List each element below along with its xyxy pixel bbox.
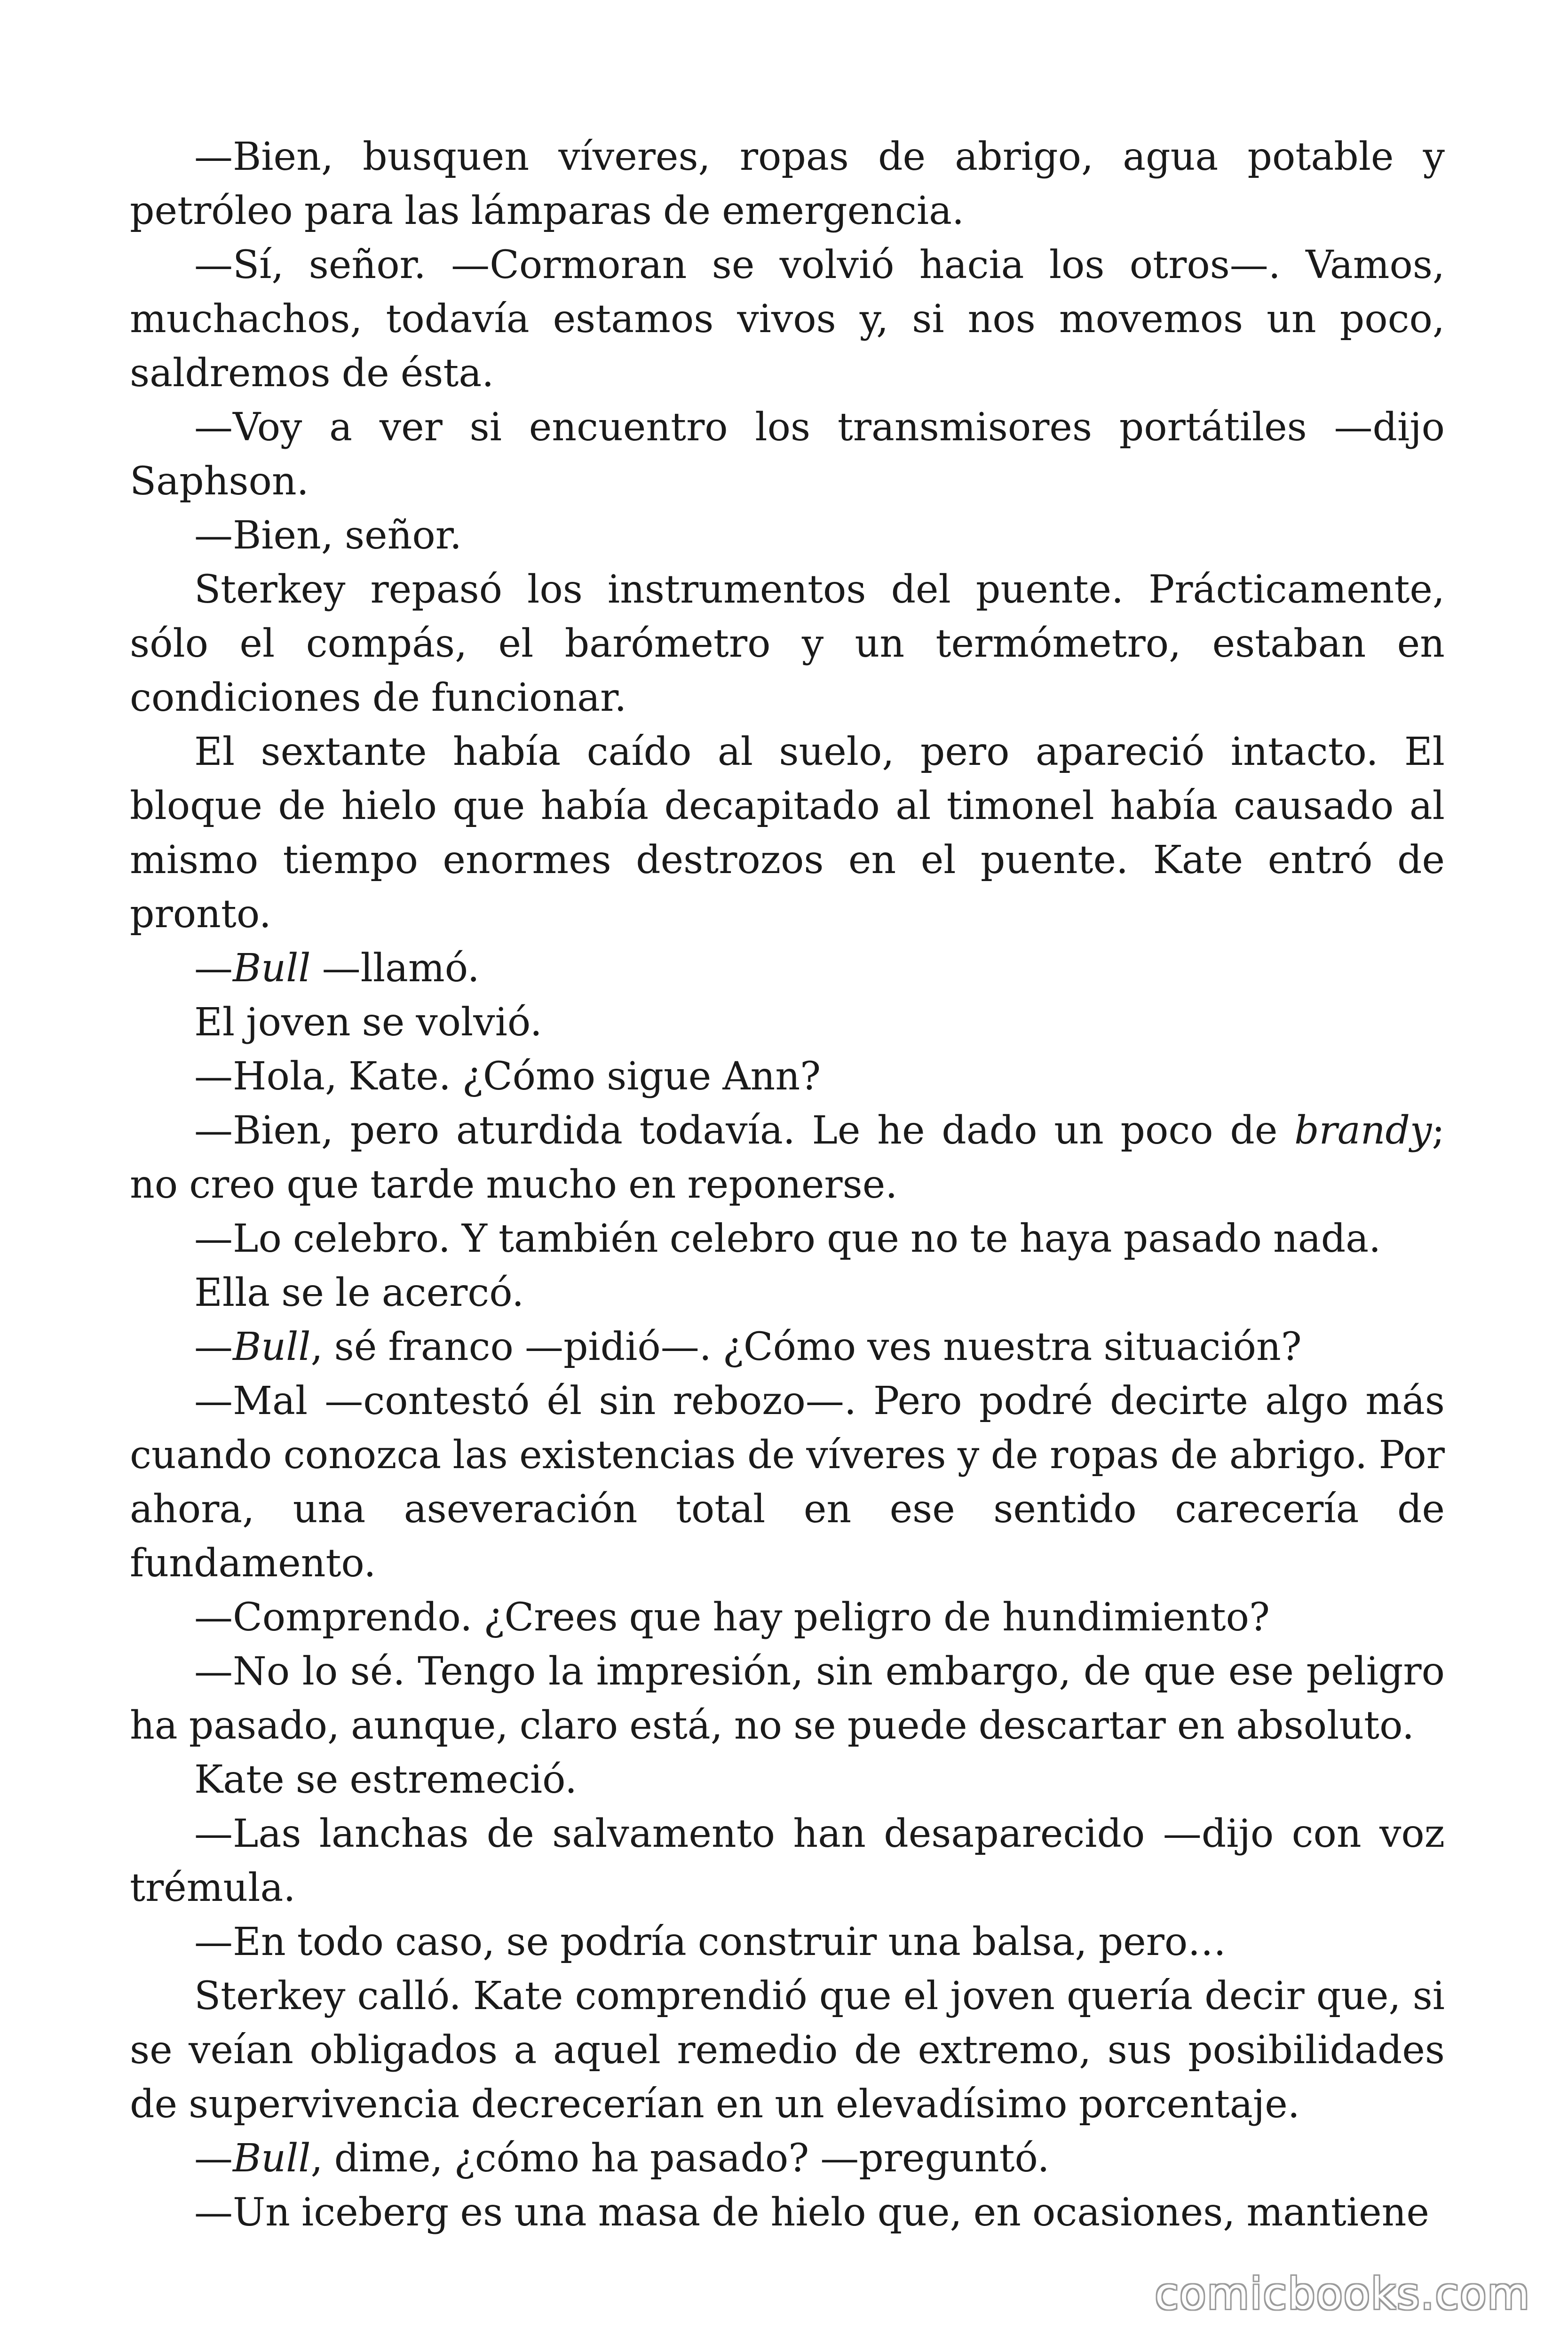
body-text (130, 130, 1445, 2235)
text-run: —Bien, busquen víveres, ropas de abrigo, agua potable y petróleo para las lámparas de emergencia. (130, 135, 1445, 233)
paragraph (130, 1374, 1445, 1590)
text-run: —Sí, señor. —Cormoran se volvió hacia los otros—. Vamos, muchachos, todavía estamos vivos y, si nos movemos un poco, saldremos de ésta. (130, 243, 1445, 396)
text-run: El sextante había caído al suelo, pero apareció intacto. El bloque de hielo que había decapitado al timonel había causado al mismo tiempo enormes destrozos en el puente. Kate entró de pronto. (130, 730, 1445, 937)
paragraph (130, 238, 1445, 400)
text-run: —Bien, señor. (194, 513, 462, 558)
italic-text: Bull (233, 946, 311, 991)
text-run: —Comprendo. ¿Crees que hay peligro de hundimiento? (194, 1595, 1270, 1640)
text-run: Kate se estremeció. (194, 1757, 578, 1802)
paragraph (130, 1753, 1445, 1807)
text-run: ; no creo que tarde mucho en reponerse. (130, 1108, 1445, 1207)
text-run: Ella se le acercó. (194, 1271, 524, 1315)
italic-text: Bull (233, 1325, 311, 1369)
paragraph (130, 1590, 1445, 1645)
paragraph (130, 941, 1445, 995)
paragraph (130, 1969, 1445, 2131)
paragraph (130, 563, 1445, 725)
text-run: — (194, 2136, 233, 2181)
text-run: —llamó. (310, 946, 480, 991)
paragraph (130, 2185, 1445, 2240)
paragraph (130, 1049, 1445, 1104)
paragraph (130, 1320, 1445, 1374)
text-run: —Lo celebro. Y también celebro que no te haya pasado nada. (194, 1216, 1381, 1261)
watermark-logo: comicbooks.com (1155, 2269, 1530, 2319)
text-run: —Un iceberg es una masa de hielo que, en ocasiones, mantiene (194, 2190, 1429, 2235)
paragraph (130, 1915, 1445, 1969)
text-run: —Mal —contestó él sin rebozo—. Pero podré decirte algo más cuando conozca las existencias de víveres y de ropas de abrigo. Por ahora, una aseveración total en ese sentido carecería de fundamento. (130, 1379, 1445, 1586)
italic-text: brandy (1294, 1108, 1432, 1153)
paragraph (130, 2131, 1445, 2185)
text-run: — (194, 946, 233, 991)
text-run: El joven se volvió. (194, 1000, 542, 1045)
paragraph (130, 1212, 1445, 1266)
paragraph (130, 995, 1445, 1049)
text-run: —Bien, pero aturdida todavía. Le he dado un poco de (194, 1108, 1295, 1153)
text-run: — (194, 1325, 233, 1369)
paragraph (130, 130, 1445, 238)
paragraph (130, 725, 1445, 941)
text-run: —Hola, Kate. ¿Cómo sigue Ann? (194, 1054, 821, 1099)
text-run: , dime, ¿cómo ha pasado? —preguntó. (310, 2136, 1050, 2181)
paragraph (130, 400, 1445, 509)
italic-text: Bull (233, 2136, 311, 2181)
paragraph (130, 1807, 1445, 1915)
text-run: , sé franco —pidió—. ¿Cómo ves nuestra situación? (310, 1325, 1302, 1369)
text-run: —Las lanchas de salvamento han desaparecido —dijo con voz trémula. (130, 1812, 1445, 1910)
paragraph (130, 1266, 1445, 1320)
paragraph (130, 1645, 1445, 1753)
text-run: Sterkey calló. Kate comprendió que el joven quería decir que, si se veían obligados a aquel remedio de extremo, sus posibilidades de supervivencia decrecerían en un elevadísimo porcentaje. (130, 1974, 1445, 2127)
paragraph (130, 509, 1445, 563)
text-run: —No lo sé. Tengo la impresión, sin embargo, de que ese peligro ha pasado, aunque, claro está, no se puede descartar en absoluto. (130, 1649, 1445, 1748)
text-run: —En todo caso, se podría construir una balsa, pero… (194, 1920, 1227, 1964)
text-run: Sterkey repasó los instrumentos del puente. Prácticamente, sólo el compás, el barómetro y un termómetro, estaban en condiciones de funcionar. (130, 567, 1445, 720)
paragraph (130, 1104, 1445, 1212)
text-run: —Voy a ver si encuentro los transmisores portátiles —dijo Saphson. (130, 405, 1445, 504)
